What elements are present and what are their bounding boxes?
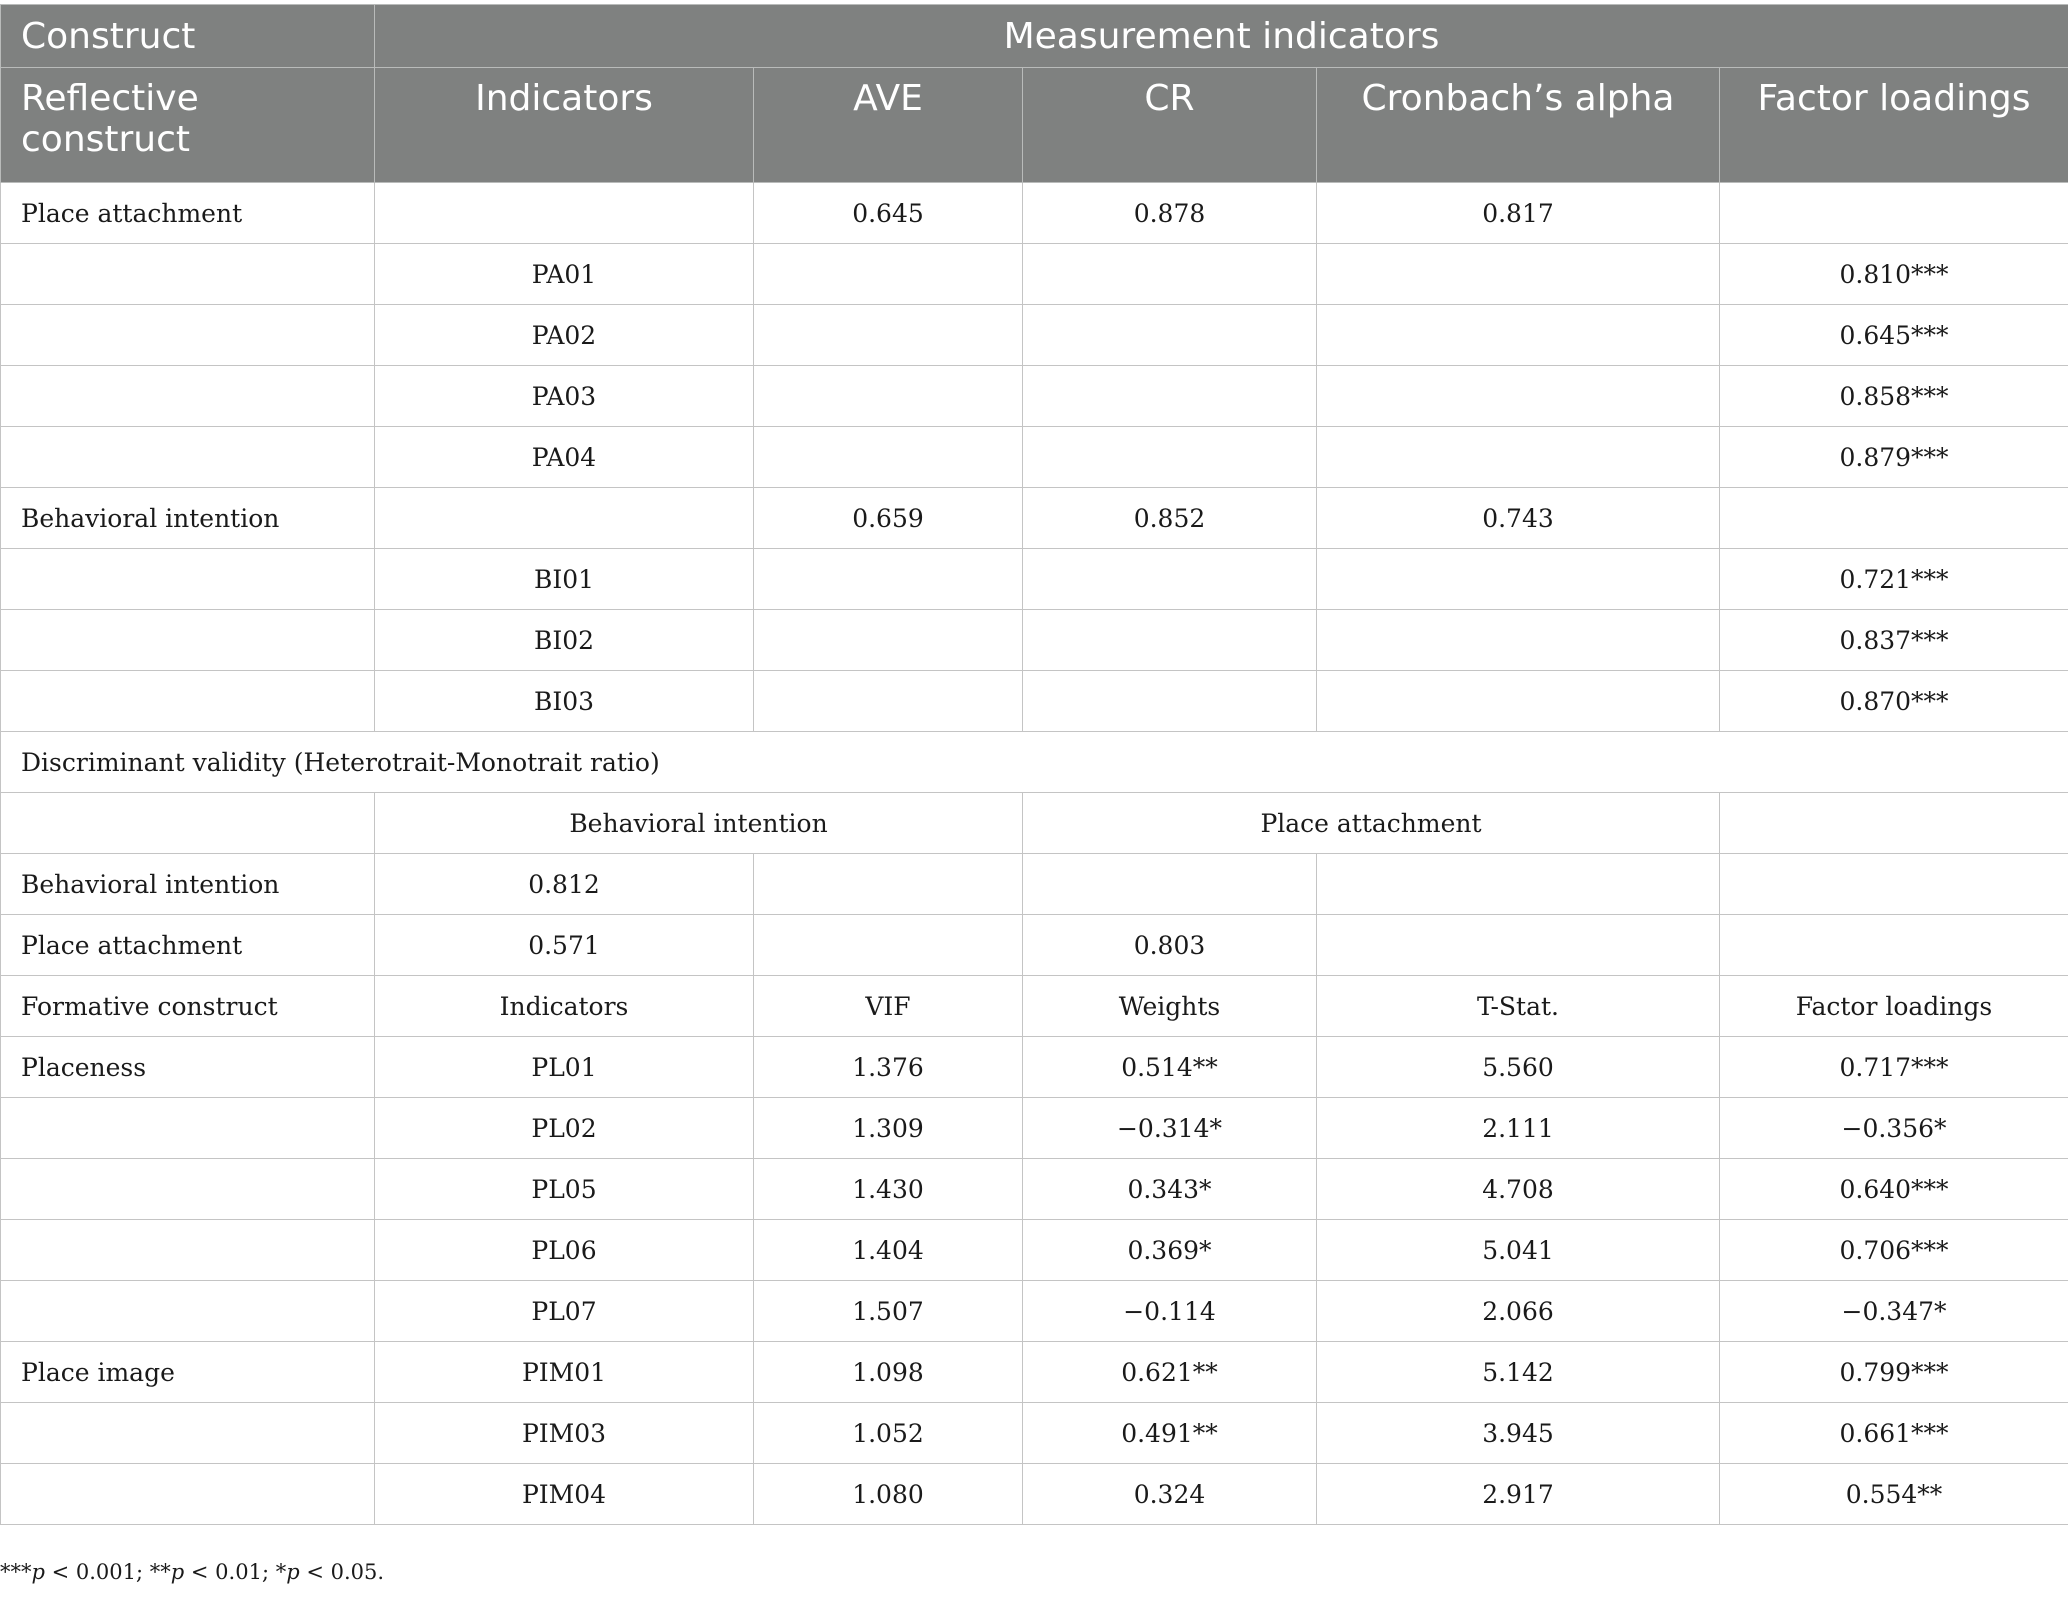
table-cell: PL07 <box>375 1281 754 1342</box>
formative-header-vif: VIF <box>754 976 1023 1037</box>
table-cell: 1.080 <box>754 1464 1023 1525</box>
table-cell <box>1317 671 1720 732</box>
table-cell: 0.799*** <box>1720 1342 2068 1403</box>
discriminant-title-row <box>1 732 2068 793</box>
formative-row <box>1 1037 2068 1098</box>
reflective-row <box>1 549 2068 610</box>
table-cell <box>1317 305 1720 366</box>
header-row <box>1 5 2068 68</box>
table-cell: 0.324 <box>1023 1464 1317 1525</box>
construct-cell <box>1 1464 375 1525</box>
table-cell <box>1 793 375 854</box>
table-cell: 0.717*** <box>1720 1037 2068 1098</box>
table-cell: PA04 <box>375 427 754 488</box>
formative-header-t-stat: T-Stat. <box>1317 976 1720 1037</box>
reflective-row <box>1 305 2068 366</box>
header-cronbach-alpha: Cronbach’s alpha <box>1317 68 1720 183</box>
table-cell <box>1317 610 1720 671</box>
discriminant-head-place-attachment: Place attachment <box>1023 793 1720 854</box>
measurement-table <box>0 4 2068 1525</box>
table-cell: PL01 <box>375 1037 754 1098</box>
footnote-text: < 0.01; * <box>184 1560 287 1584</box>
table-cell: BI02 <box>375 610 754 671</box>
table-cell: PL05 <box>375 1159 754 1220</box>
header-construct: Construct <box>1 5 375 68</box>
table-cell: 0.554** <box>1720 1464 2068 1525</box>
table-cell: −0.114 <box>1023 1281 1317 1342</box>
table-cell: 0.343* <box>1023 1159 1317 1220</box>
table-cell: −0.347* <box>1720 1281 2068 1342</box>
table-cell: 0.659 <box>754 488 1023 549</box>
discriminant-section <box>1 732 2068 1037</box>
table-cell: 1.052 <box>754 1403 1023 1464</box>
formative-header-indicators: Indicators <box>375 976 754 1037</box>
table-cell: 0.645*** <box>1720 305 2068 366</box>
table-cell: 1.376 <box>754 1037 1023 1098</box>
table-cell: 1.507 <box>754 1281 1023 1342</box>
table-footnote <box>0 1560 384 1584</box>
reflective-row <box>1 671 2068 732</box>
table-cell: 0.721*** <box>1720 549 2068 610</box>
table-cell: 1.404 <box>754 1220 1023 1281</box>
table-cell <box>1317 427 1720 488</box>
table-cell <box>1317 244 1720 305</box>
construct-cell <box>1 244 375 305</box>
construct-cell <box>1 1220 375 1281</box>
table-cell: 5.142 <box>1317 1342 1720 1403</box>
table-cell <box>1720 854 2068 915</box>
discriminant-row-label: Behavioral intention <box>1 854 375 915</box>
header-measurement-indicators: Measurement indicators <box>375 5 2068 68</box>
table-cell: −0.314* <box>1023 1098 1317 1159</box>
table-cell <box>754 244 1023 305</box>
table-cell <box>1720 793 2068 854</box>
construct-cell <box>1 671 375 732</box>
table-cell: 0.661*** <box>1720 1403 2068 1464</box>
formative-row <box>1 1342 2068 1403</box>
formative-row <box>1 1159 2068 1220</box>
table-cell <box>1317 854 1720 915</box>
discriminant-bi-value: 0.812 <box>375 854 754 915</box>
reflective-row <box>1 427 2068 488</box>
table-cell: PIM01 <box>375 1342 754 1403</box>
table-cell: 2.111 <box>1317 1098 1720 1159</box>
table-cell <box>754 427 1023 488</box>
table-cell: −0.356* <box>1720 1098 2068 1159</box>
table-cell: PIM03 <box>375 1403 754 1464</box>
formative-header-row <box>1 976 2068 1037</box>
table-cell: 0.837*** <box>1720 610 2068 671</box>
discriminant-header-row <box>1 793 2068 854</box>
formative-section <box>1 1037 2068 1525</box>
table-cell: 4.708 <box>1317 1159 1720 1220</box>
table-cell: 0.870*** <box>1720 671 2068 732</box>
discriminant-row <box>1 915 2068 976</box>
construct-cell <box>1 610 375 671</box>
table-cell: 0.878 <box>1023 183 1317 244</box>
table-cell <box>1023 366 1317 427</box>
table-cell <box>375 183 754 244</box>
table-cell <box>1317 549 1720 610</box>
construct-cell <box>1 1159 375 1220</box>
construct-cell <box>1 427 375 488</box>
subheader-row <box>1 68 2068 183</box>
header-cr: CR <box>1023 68 1317 183</box>
discriminant-row-label: Place attachment <box>1 915 375 976</box>
header-ave: AVE <box>754 68 1023 183</box>
reflective-row <box>1 366 2068 427</box>
table-cell <box>754 366 1023 427</box>
table-cell: PL06 <box>375 1220 754 1281</box>
table-cell <box>1720 915 2068 976</box>
table-cell: 0.817 <box>1317 183 1720 244</box>
table-cell <box>1023 305 1317 366</box>
formative-row <box>1 1464 2068 1525</box>
construct-cell: Place attachment <box>1 183 375 244</box>
table-cell <box>1720 488 2068 549</box>
table-cell <box>754 549 1023 610</box>
table-cell: 0.810*** <box>1720 244 2068 305</box>
footnote-p: p <box>286 1560 300 1584</box>
discriminant-row <box>1 854 2068 915</box>
discriminant-pa-value: 0.803 <box>1023 915 1317 976</box>
construct-cell <box>1 366 375 427</box>
construct-cell <box>1 1281 375 1342</box>
formative-row <box>1 1098 2068 1159</box>
table-cell: PIM04 <box>375 1464 754 1525</box>
footnote-p: p <box>31 1560 45 1584</box>
table-cell: 0.491** <box>1023 1403 1317 1464</box>
footnote-text: < 0.05. <box>299 1560 385 1584</box>
table-cell <box>1317 915 1720 976</box>
table-cell: 1.430 <box>754 1159 1023 1220</box>
table-cell: 0.640*** <box>1720 1159 2068 1220</box>
reflective-row <box>1 610 2068 671</box>
table-cell: 0.858*** <box>1720 366 2068 427</box>
table-cell: 0.645 <box>754 183 1023 244</box>
table-cell: 0.743 <box>1317 488 1720 549</box>
table-cell: 0.879*** <box>1720 427 2068 488</box>
construct-cell: Place image <box>1 1342 375 1403</box>
table-cell: 5.560 <box>1317 1037 1720 1098</box>
formative-row <box>1 1281 2068 1342</box>
reflective-row <box>1 183 2068 244</box>
footnote-p: p <box>170 1560 185 1584</box>
table-cell <box>754 671 1023 732</box>
header-indicators: Indicators <box>375 68 754 183</box>
table-cell <box>1023 244 1317 305</box>
construct-cell <box>1 1098 375 1159</box>
table-cell: BI01 <box>375 549 754 610</box>
discriminant-bi-value: 0.571 <box>375 915 754 976</box>
discriminant-head-behavioral-intention: Behavioral intention <box>375 793 1023 854</box>
table-cell: 0.369* <box>1023 1220 1317 1281</box>
table-cell <box>1317 366 1720 427</box>
construct-cell <box>1 1403 375 1464</box>
table-cell: 0.852 <box>1023 488 1317 549</box>
table-cell <box>1720 183 2068 244</box>
table-cell: PA02 <box>375 305 754 366</box>
formative-header-weights: Weights <box>1023 976 1317 1037</box>
table-cell <box>754 854 1023 915</box>
reflective-row <box>1 244 2068 305</box>
formative-row <box>1 1220 2068 1281</box>
table-cell <box>1023 549 1317 610</box>
table-cell <box>754 305 1023 366</box>
footnote-text: < 0.001; ** <box>44 1560 171 1584</box>
table-cell <box>375 488 754 549</box>
discriminant-title: Discriminant validity (Heterotrait-Monotrait ratio) <box>1 732 2068 793</box>
reflective-section <box>1 183 2068 732</box>
table-cell: PA01 <box>375 244 754 305</box>
table-cell: PA03 <box>375 366 754 427</box>
table-cell: BI03 <box>375 671 754 732</box>
table-cell: 0.706*** <box>1720 1220 2068 1281</box>
discriminant-pa-value <box>1023 854 1317 915</box>
table-cell: 1.098 <box>754 1342 1023 1403</box>
formative-header-construct: Formative construct <box>1 976 375 1037</box>
footnote-stars: *** <box>0 1560 32 1584</box>
table-cell: 2.066 <box>1317 1281 1720 1342</box>
header-factor-loadings: Factor loadings <box>1720 68 2068 183</box>
table-cell <box>754 915 1023 976</box>
formative-row <box>1 1403 2068 1464</box>
table-cell <box>754 610 1023 671</box>
table-cell <box>1023 427 1317 488</box>
table-cell: PL02 <box>375 1098 754 1159</box>
construct-cell <box>1 305 375 366</box>
table-cell: 5.041 <box>1317 1220 1720 1281</box>
reflective-row <box>1 488 2068 549</box>
table-cell: 1.309 <box>754 1098 1023 1159</box>
header-reflective-construct: Reflective construct <box>1 68 375 183</box>
table-cell: 0.621** <box>1023 1342 1317 1403</box>
table-cell: 0.514** <box>1023 1037 1317 1098</box>
table-cell <box>1023 671 1317 732</box>
table-cell: 2.917 <box>1317 1464 1720 1525</box>
table-cell <box>1023 610 1317 671</box>
construct-cell: Behavioral intention <box>1 488 375 549</box>
construct-cell <box>1 549 375 610</box>
construct-cell: Placeness <box>1 1037 375 1098</box>
table-cell: 3.945 <box>1317 1403 1720 1464</box>
formative-header-factor-loadings: Factor loadings <box>1720 976 2068 1037</box>
